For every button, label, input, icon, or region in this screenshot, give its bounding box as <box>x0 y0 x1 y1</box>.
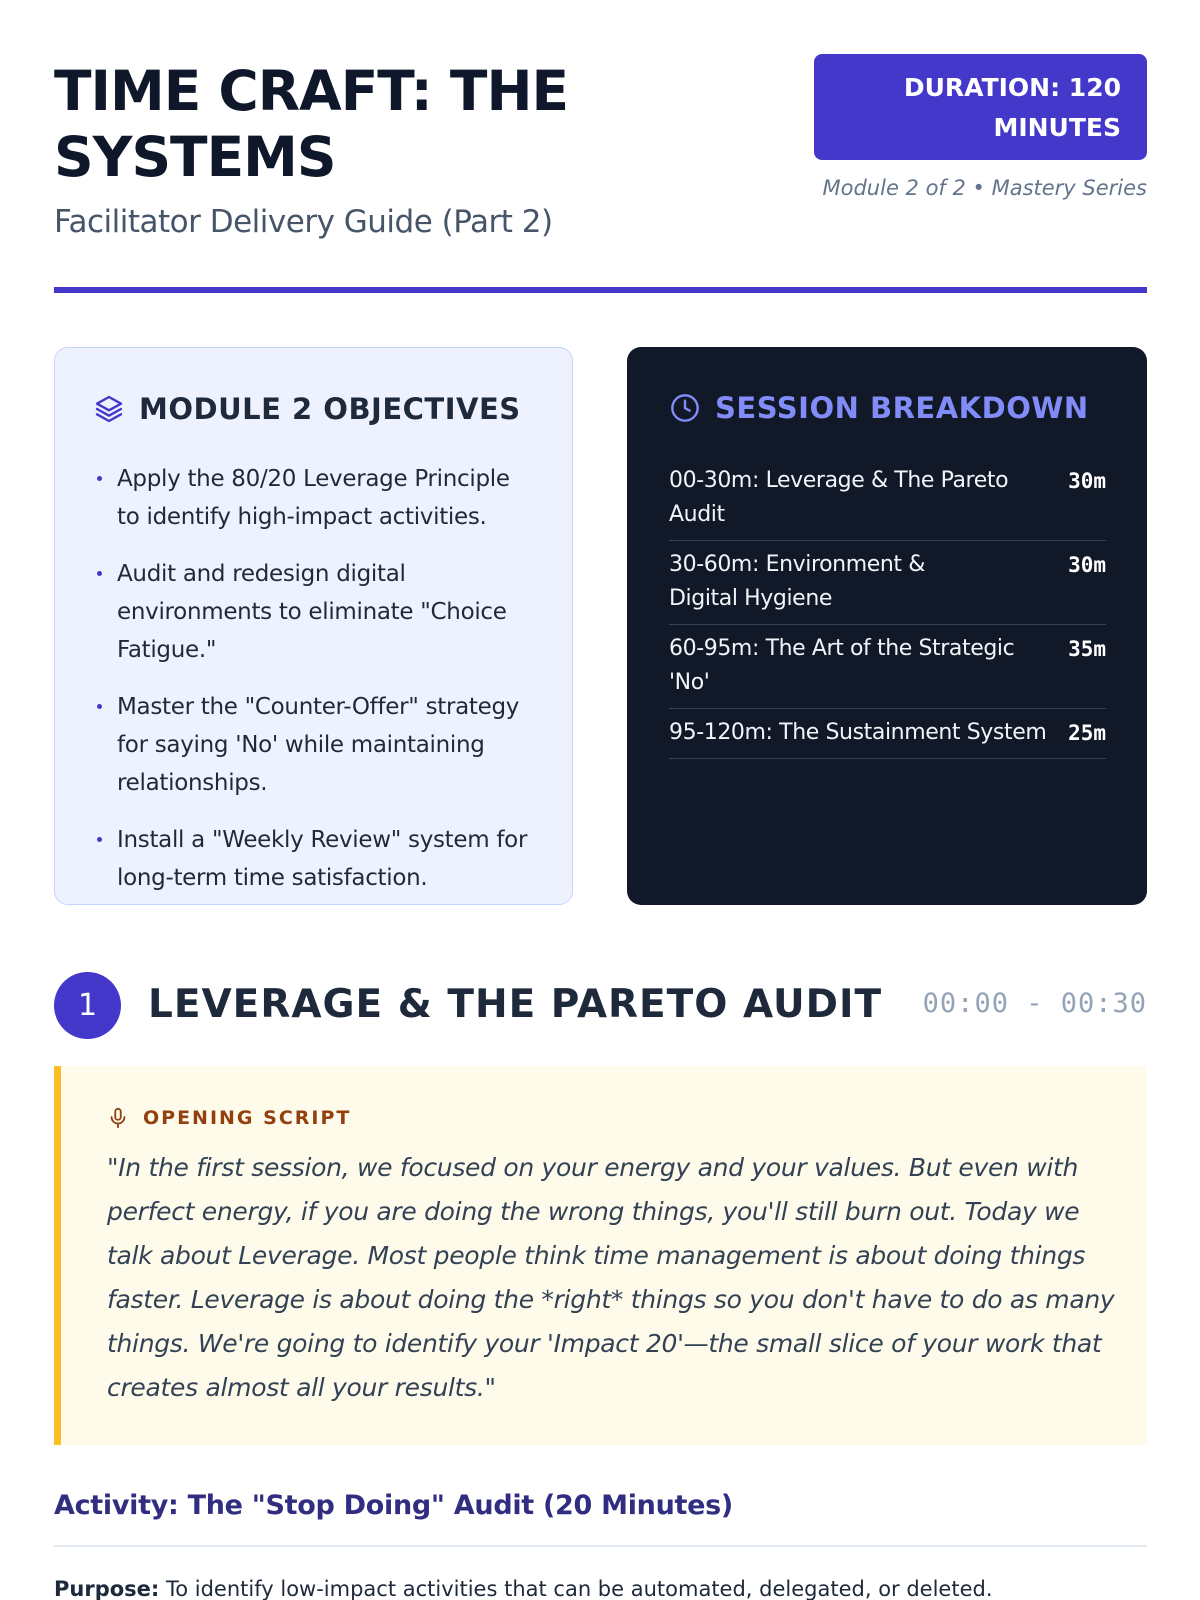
microphone-icon <box>107 1106 129 1130</box>
clock-icon <box>669 392 701 424</box>
page <box>54 0 1147 1600</box>
page-subtitle: Facilitator Delivery Guide (Part 2) <box>54 204 553 240</box>
list-item <box>669 457 1106 541</box>
breakdown-item-label: 30-60m: Environment & Digital Hygiene <box>669 552 925 611</box>
page-title: TIME CRAFT: THE SYSTEMS <box>54 59 569 189</box>
list-item <box>669 541 1106 625</box>
script-text: "In the first session, we focused on your energy and your values. But even with perfect energy, if you are doing the wrong things, you'll still burn out. Today we talk about Leverage. Most people think time management is about doing things faster. Leverage is about doing the *right* things so you don't have to do as many things. We're going to identify your 'Impact 20'—the small slice of your work that creates almost all your results." <box>107 1153 1115 1402</box>
list-item <box>669 709 1106 759</box>
breakdown-card <box>627 347 1147 905</box>
breakdown-title: SESSION BREAKDOWN <box>715 391 1089 425</box>
breakdown-list <box>669 457 1106 759</box>
breakdown-heading <box>669 391 1089 425</box>
breakdown-item-label: 00-30m: Leverage & The Pareto Audit <box>669 468 1009 527</box>
breakdown-item-time: 30m <box>1068 553 1106 577</box>
activity-divider <box>54 1545 1147 1547</box>
header-divider <box>54 287 1147 293</box>
activity-title: Activity: The "Stop Doing" Audit (20 Minutes) <box>54 1490 733 1521</box>
breakdown-item-time: 25m <box>1068 721 1106 745</box>
list-item: Apply the 80/20 Leverage Principle to identify high-impact activities. <box>95 460 535 536</box>
list-item: Master the "Counter-Offer" strategy for saying 'No' while maintaining relationships. <box>95 688 535 802</box>
breakdown-item-label: 95-120m: The Sustainment System <box>669 720 1047 745</box>
series-label: Module 2 of 2 • Mastery Series <box>822 176 1147 200</box>
layers-icon <box>93 393 125 425</box>
purpose-text: To identify low-impact activities that can be automated, delegated, or deleted. <box>159 1577 993 1600</box>
objectives-heading <box>93 392 521 426</box>
objectives-list <box>95 460 535 916</box>
list-item: Install a "Weekly Review" system for long-term time satisfaction. <box>95 821 535 897</box>
purpose-label: Purpose: <box>54 1577 160 1600</box>
section-header <box>54 972 1147 1040</box>
breakdown-item-label: 60-95m: The Art of the Strategic 'No' <box>669 636 1015 695</box>
breakdown-item-time: 30m <box>1068 469 1106 493</box>
section-number: 1 <box>54 972 121 1039</box>
duration-badge: DURATION: 120 MINUTES <box>814 54 1147 160</box>
opening-script-box <box>54 1066 1147 1445</box>
list-item <box>669 625 1106 709</box>
script-label: OPENING SCRIPT <box>143 1107 352 1129</box>
section-title: LEVERAGE & THE PARETO AUDIT <box>148 982 883 1027</box>
activity-purpose <box>54 1577 993 1600</box>
objectives-title: MODULE 2 OBJECTIVES <box>139 392 521 426</box>
objectives-card <box>54 347 573 905</box>
section-time: 00:00 - 00:30 <box>922 988 1147 1019</box>
list-item: Audit and redesign digital environments to eliminate "Choice Fatigue." <box>95 555 535 669</box>
script-heading <box>107 1106 351 1130</box>
header <box>54 54 1147 244</box>
breakdown-item-time: 35m <box>1068 637 1106 661</box>
